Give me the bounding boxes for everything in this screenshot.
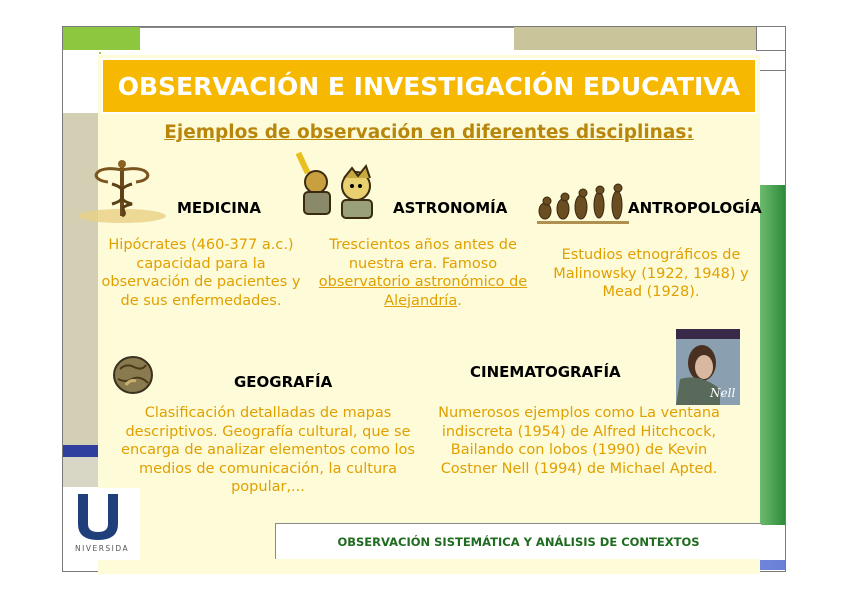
caduceus-icon bbox=[74, 158, 170, 224]
text-geografia: Clasificación detalladas de mapas descriptivos. Geografía cultural, que se encarga de analizar elementos como los medios de comunicación, la cultura popular,... bbox=[121, 405, 415, 495]
text-astronomia bbox=[308, 236, 538, 310]
heading-astronomia: ASTRONOMÍA bbox=[393, 199, 508, 217]
frame-left-top-block bbox=[62, 50, 98, 113]
link-observatorio[interactable]: observatorio astronómico de Alejandría bbox=[318, 274, 528, 309]
heading-medicina: MEDICINA bbox=[177, 199, 261, 217]
text-astronomia-before: Trescientos años antes de nuestra era. Famoso bbox=[329, 237, 517, 272]
text-astronomia-after: . bbox=[457, 292, 462, 309]
title-bar bbox=[101, 58, 757, 114]
frame-line-right-h2 bbox=[760, 70, 786, 71]
frame-right-green-block bbox=[760, 185, 785, 525]
text-medicina: Hipócrates (460-377 a.c.) capacidad para la observación de pacientes y de sus enfermedades. bbox=[101, 237, 301, 309]
text-cinematografia: Numerosos ejemplos como La ventana indiscreta (1954) de Alfred Hitchcock, Bailando con lobos (1990) de Kevin Costner Nell (1994) de Michael Apted. bbox=[438, 405, 720, 477]
frame-line-right-h bbox=[756, 50, 786, 51]
heading-cinematografia: CINEMATOGRAFÍA bbox=[470, 363, 621, 381]
logo-text: NIVERSIDA bbox=[75, 544, 130, 553]
frame-line-top bbox=[62, 26, 786, 27]
frame-line-mid-right bbox=[756, 26, 757, 51]
text-antropologia: Estudios etnográficos de Malinowsky (1922, 1948) y Mead (1928). bbox=[553, 247, 749, 300]
heading-antropologia: ANTROPOLOGÍA bbox=[628, 199, 762, 217]
frame-line-right bbox=[785, 26, 786, 572]
movie-poster-icon bbox=[676, 329, 740, 405]
svg-text:Nell: Nell bbox=[710, 386, 736, 400]
footer-text: OBSERVACIÓN SISTEMÁTICA Y ANÁLISIS DE CONTEXTOS bbox=[337, 534, 700, 549]
globe-icon bbox=[112, 355, 154, 395]
heading-geografia: GEOGRAFÍA bbox=[234, 373, 333, 391]
slide-subtitle: Ejemplos de observación en diferentes disciplinas: bbox=[164, 122, 694, 143]
university-logo-icon bbox=[70, 488, 140, 560]
frame-left-bottom-block bbox=[62, 457, 98, 487]
footer-bar bbox=[275, 523, 761, 559]
frame-line-left bbox=[62, 26, 63, 572]
frame-left-blue-stripe bbox=[62, 445, 98, 457]
frame-green-block bbox=[62, 27, 140, 50]
frame-olive-block bbox=[514, 27, 756, 50]
frame-white-block bbox=[140, 27, 514, 51]
evolution-icon bbox=[537, 183, 629, 225]
slide-title: OBSERVACIÓN E INVESTIGACIÓN EDUCATIVA bbox=[117, 71, 741, 101]
astronomers-icon bbox=[292, 148, 387, 223]
